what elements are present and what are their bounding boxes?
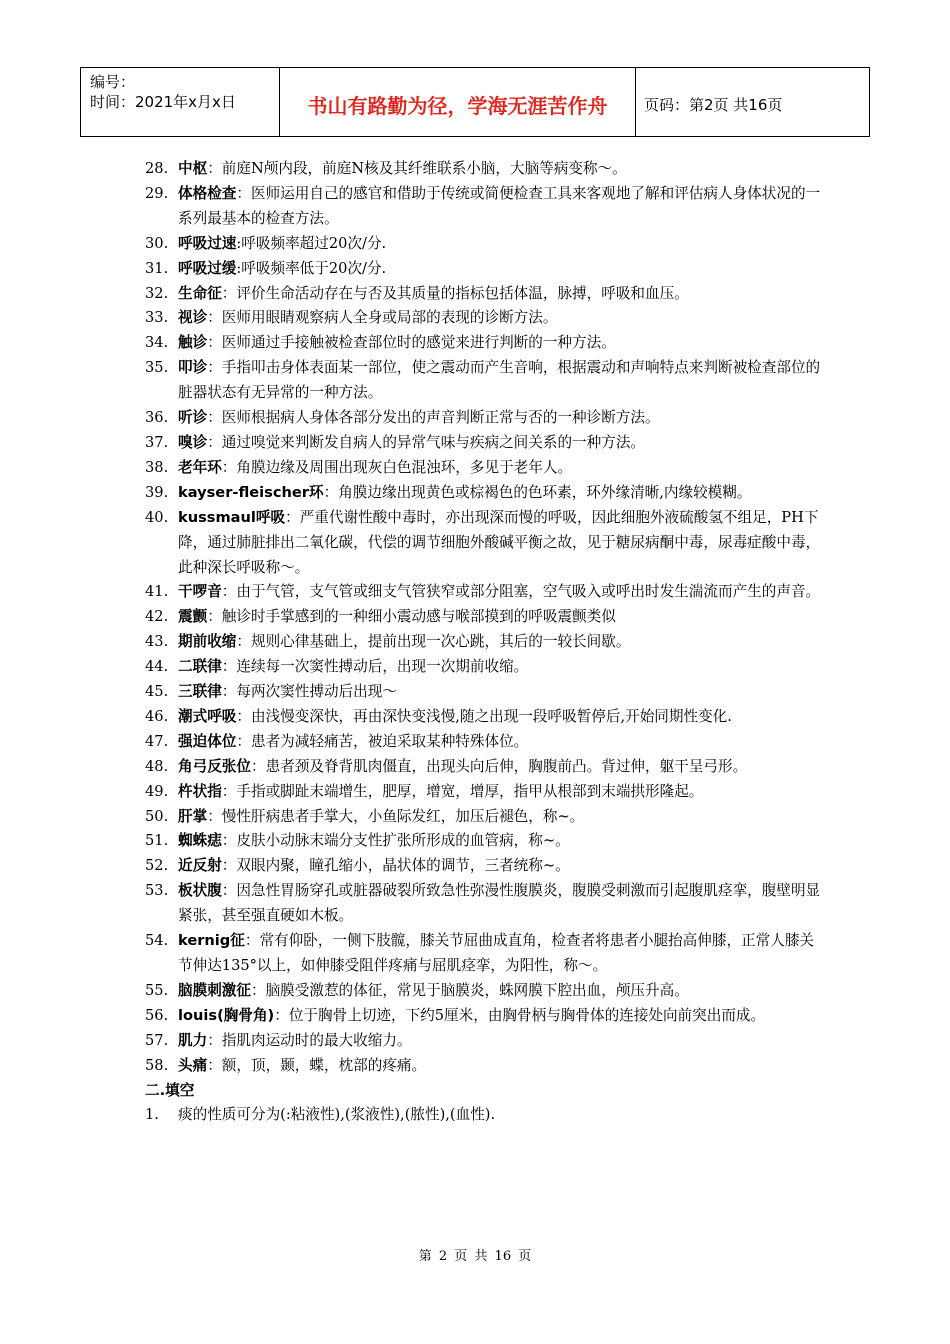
item-number: 43. xyxy=(145,633,169,651)
item-term: 生命征 xyxy=(178,284,222,302)
item-term: kernig征 xyxy=(178,932,245,950)
item-body xyxy=(178,257,825,282)
list-item xyxy=(145,680,825,705)
item-text: ：医师根据病人身体各部分发出的声音判断正常与否的一种诊断方法。 xyxy=(207,409,660,427)
item-number: 33. xyxy=(145,309,169,327)
item-term: 二联律 xyxy=(178,658,222,676)
item-text: ：慢性肝病患者手掌大，小鱼际发红，加压后褪色，称~。 xyxy=(207,807,585,825)
item-number: 51. xyxy=(145,832,169,850)
item-term: 期前收缩 xyxy=(178,633,237,651)
item-number: 32. xyxy=(145,284,169,302)
item-number: 46. xyxy=(145,707,169,725)
item-term: 杵状指 xyxy=(178,782,222,800)
item-text: ：手指或脚趾末端增生，肥厚，增宽，增厚，指甲从根部到末端拱形隆起。 xyxy=(221,782,704,800)
item-body xyxy=(178,456,825,481)
item-term: 呼吸过速 xyxy=(178,234,237,252)
item-number: 41. xyxy=(145,583,169,601)
item-text: ：医师用眼睛观察病人全身或局部的表现的诊断方法。 xyxy=(207,309,558,327)
item-text: ：脑膜受激惹的体征，常见于脑膜炎，蛛网膜下腔出血，颅压升高。 xyxy=(250,981,689,999)
item-body xyxy=(178,655,825,680)
section-title: 二.填空 xyxy=(145,1081,195,1099)
item-term: 三联律 xyxy=(178,683,222,701)
item-number: 45. xyxy=(145,683,169,701)
item-text: :呼吸频率超过20次/分. xyxy=(236,234,387,252)
list-item xyxy=(145,1054,825,1079)
list-item xyxy=(145,1029,825,1054)
item-body xyxy=(178,580,825,605)
item-term: 肝掌 xyxy=(178,807,208,825)
list-item xyxy=(145,979,825,1004)
list-item xyxy=(145,406,825,431)
item-text: ：规则心律基础上，提前出现一次心跳，其后的一较长间歇。 xyxy=(236,633,631,651)
item-number: 31. xyxy=(145,259,169,277)
item-number: 30. xyxy=(145,234,169,252)
item-number: 54. xyxy=(145,932,169,950)
item-number: 28. xyxy=(145,160,169,177)
list-item xyxy=(145,755,825,780)
item-body xyxy=(178,630,825,655)
code-label: 编号： xyxy=(90,73,136,91)
item-number: 55. xyxy=(145,981,169,999)
item-term: 触诊 xyxy=(178,334,208,352)
item-number: 38. xyxy=(145,458,169,476)
header-meta xyxy=(80,68,280,136)
list-item xyxy=(145,306,825,331)
item-term: 强迫体位 xyxy=(178,732,237,750)
item-text: ：医师运用自己的感官和借助于传统或简便检查工具来客观地了解和评估病人身体状况的一系列最基本的检查方法。 xyxy=(178,184,821,227)
item-number: 58. xyxy=(145,1056,169,1074)
item-text: ：额，顶，颞，蝶，枕部的疼痛。 xyxy=(207,1056,427,1074)
item-text: ：双眼内聚，瞳孔缩小，晶状体的调节，三者统称~。 xyxy=(221,857,570,875)
header-page-label: 页码：第2页 共16页 xyxy=(636,68,870,136)
list-item xyxy=(145,705,825,730)
list-item xyxy=(145,481,825,506)
list-item xyxy=(145,605,825,630)
item-body xyxy=(178,805,825,830)
item-term: 体格检查 xyxy=(178,184,237,202)
list-item xyxy=(145,630,825,655)
item-text: ：手指叩击身体表面某一部位，使之震动而产生音响，根据震动和声响特点来判断被检查部位的脏器状态有无异常的一种方法。 xyxy=(178,359,821,402)
item-text: ：位于胸骨上切迹，下约5厘米，由胸骨柄与胸骨体的连接处向前突出而成。 xyxy=(274,1006,766,1024)
item-text: ：连续每一次窦性搏动后，出现一次期前收缩。 xyxy=(221,658,529,676)
item-number: 37. xyxy=(145,433,169,451)
item-number: 36. xyxy=(145,409,169,427)
list-item xyxy=(145,929,825,979)
item-number: 34. xyxy=(145,334,169,352)
item-body xyxy=(178,1054,825,1079)
item-text: ：角膜边缘及周围出现灰白色混浊环，多见于老年人。 xyxy=(221,458,573,476)
item-term: kussmaul呼吸 xyxy=(178,508,286,526)
item-text: ：前庭N颅内段，前庭N核及其纤维联系小脑，大脑等病变称～。 xyxy=(207,160,627,177)
item-body xyxy=(178,1103,825,1128)
list-item xyxy=(145,157,825,182)
item-body xyxy=(178,1004,825,1029)
definition-list xyxy=(145,157,825,1079)
item-body xyxy=(178,282,825,307)
page-header xyxy=(80,67,870,137)
list-item xyxy=(145,257,825,282)
item-number: 57. xyxy=(145,1031,169,1049)
item-text: ：常有仰卧，一侧下肢髋，膝关节屈曲成直角，检查者将患者小腿抬高伸膝，正常人膝关节伸达135°以上，如伸膝受阻伴疼痛与屈肌痉挛，为阳性，称～。 xyxy=(178,932,815,974)
item-text: ：角膜边缘出现黄色或棕褐色的色环素，环外缘清晰,内缘较模糊。 xyxy=(323,483,752,501)
item-number: 35. xyxy=(145,359,169,377)
list-item xyxy=(145,879,825,929)
item-term: louis(胸骨角) xyxy=(178,1006,275,1024)
item-term: 视诊 xyxy=(178,309,208,327)
item-body xyxy=(178,879,825,929)
item-body xyxy=(178,481,825,506)
item-number: 40. xyxy=(145,508,169,526)
list-item xyxy=(145,182,825,232)
item-body xyxy=(178,506,825,581)
list-item xyxy=(145,580,825,605)
list-item xyxy=(145,854,825,879)
item-term: 角弓反张位 xyxy=(178,757,251,775)
item-term: 呼吸过缓 xyxy=(178,259,237,277)
item-number: 53. xyxy=(145,882,169,900)
item-text: ：指肌肉运动时的最大收缩力。 xyxy=(207,1031,412,1049)
item-text: ：严重代谢性酸中毒时，亦出现深而慢的呼吸，因此细胞外液硫酸氢不组足，PH下降，通过肺脏排出二氧化碳，代偿的调节细胞外酸碱平衡之故，见于糖尿病酮中毒，尿毒症酸中毒，此种深长呼吸称～。 xyxy=(178,508,821,576)
item-text: :呼吸频率低于20次/分. xyxy=(236,259,387,277)
item-text: ：由于气管，支气管或细支气管狭窄或部分阻塞，空气吸入或呼出时发生湍流而产生的声音。 xyxy=(221,583,821,601)
item-term: 潮式呼吸 xyxy=(178,707,237,725)
item-number: 56. xyxy=(145,1006,169,1024)
item-term: 嗅诊 xyxy=(178,433,208,451)
item-body xyxy=(178,157,825,182)
item-body xyxy=(178,605,825,630)
date-label: 时间：2021年x月x日 xyxy=(90,93,236,111)
list-item xyxy=(145,780,825,805)
fill-list xyxy=(145,1103,825,1128)
item-number: 48. xyxy=(145,757,169,775)
item-term: 脑膜刺激征 xyxy=(178,981,251,999)
list-item xyxy=(145,282,825,307)
item-number: 39. xyxy=(145,483,169,501)
item-body xyxy=(178,854,825,879)
item-body xyxy=(178,306,825,331)
item-term: 蜘蛛痣 xyxy=(178,832,222,850)
item-body xyxy=(178,1029,825,1054)
item-text: ：因急性胃肠穿孔或脏器破裂所致急性弥漫性腹膜炎，腹膜受刺激而引起腹肌痉挛，腹壁明显紧张，甚至强直硬如木板。 xyxy=(178,882,821,925)
item-body xyxy=(178,730,825,755)
list-item xyxy=(145,730,825,755)
item-body xyxy=(178,680,825,705)
list-item xyxy=(145,456,825,481)
list-item xyxy=(145,232,825,257)
item-term: 板状腹 xyxy=(178,882,222,900)
document-body xyxy=(145,157,825,1128)
item-body xyxy=(178,331,825,356)
list-item xyxy=(145,356,825,406)
item-term: 老年环 xyxy=(178,458,222,476)
item-body xyxy=(178,182,825,232)
item-body xyxy=(178,705,825,730)
item-term: 干啰音 xyxy=(178,583,222,601)
item-term: 近反射 xyxy=(178,857,222,875)
list-item xyxy=(145,1004,825,1029)
item-term: 头痛 xyxy=(178,1056,208,1074)
item-body xyxy=(178,356,825,406)
page-footer: 第 2 页 共 16 页 xyxy=(418,1249,532,1264)
item-term: 肌力 xyxy=(178,1031,208,1049)
item-term: 听诊 xyxy=(178,409,208,427)
item-body xyxy=(178,755,825,780)
item-term: 震颤 xyxy=(178,608,208,626)
item-body xyxy=(178,406,825,431)
item-number: 44. xyxy=(145,658,169,676)
item-text: ：每两次窦性搏动后出现～ xyxy=(221,683,397,701)
item-text: ：皮肤小动脉末端分支性扩张所形成的血管病，称~。 xyxy=(221,832,570,850)
list-item xyxy=(145,506,825,581)
list-item xyxy=(145,655,825,680)
item-body xyxy=(178,780,825,805)
item-text: ：评价生命活动存在与否及其质量的指标包括体温，脉搏，呼吸和血压。 xyxy=(221,284,689,302)
item-text: ：由浅慢变深快，再由深快变浅慢,随之出现一段呼吸暂停后,开始同期性变化. xyxy=(236,707,732,725)
item-body xyxy=(178,829,825,854)
list-item xyxy=(145,431,825,456)
list-item xyxy=(145,1103,825,1128)
item-number: 29. xyxy=(145,184,169,202)
item-body xyxy=(178,431,825,456)
item-body xyxy=(178,232,825,257)
list-item xyxy=(145,805,825,830)
item-text: ：通过嗅觉来判断发自病人的异常气味与疾病之间关系的一种方法。 xyxy=(207,433,646,451)
item-body xyxy=(178,929,825,979)
item-number: 42. xyxy=(145,608,169,626)
header-motto: 书山有路勤为径，学海无涯苦作舟 xyxy=(280,68,636,136)
item-number: 52. xyxy=(145,857,169,875)
item-text: 痰的性质可分为(:粘液性),(浆液性),(脓性),(血性). xyxy=(178,1106,496,1124)
item-number: 47. xyxy=(145,732,169,750)
item-term: 叩诊 xyxy=(178,359,208,377)
item-term: kayser-fleischer环 xyxy=(178,483,324,501)
list-item xyxy=(145,331,825,356)
item-text: ：触诊时手掌感到的一种细小震动感与喉部摸到的呼吸震颤类似 xyxy=(207,608,616,626)
item-number: 50. xyxy=(145,807,169,825)
item-term: 中枢 xyxy=(178,160,208,177)
item-number: 49. xyxy=(145,782,169,800)
item-text: ：医师通过手接触被检查部位时的感觉来进行判断的一种方法。 xyxy=(207,334,616,352)
item-number: 1. xyxy=(145,1106,159,1124)
list-item xyxy=(145,829,825,854)
item-text: ：患者颈及脊背肌肉僵直，出现头向后伸，胸腹前凸。背过伸，躯干呈弓形。 xyxy=(250,757,748,775)
item-text: ：患者为减轻痛苦，被迫采取某种特殊体位。 xyxy=(236,732,529,750)
item-body xyxy=(178,979,825,1004)
